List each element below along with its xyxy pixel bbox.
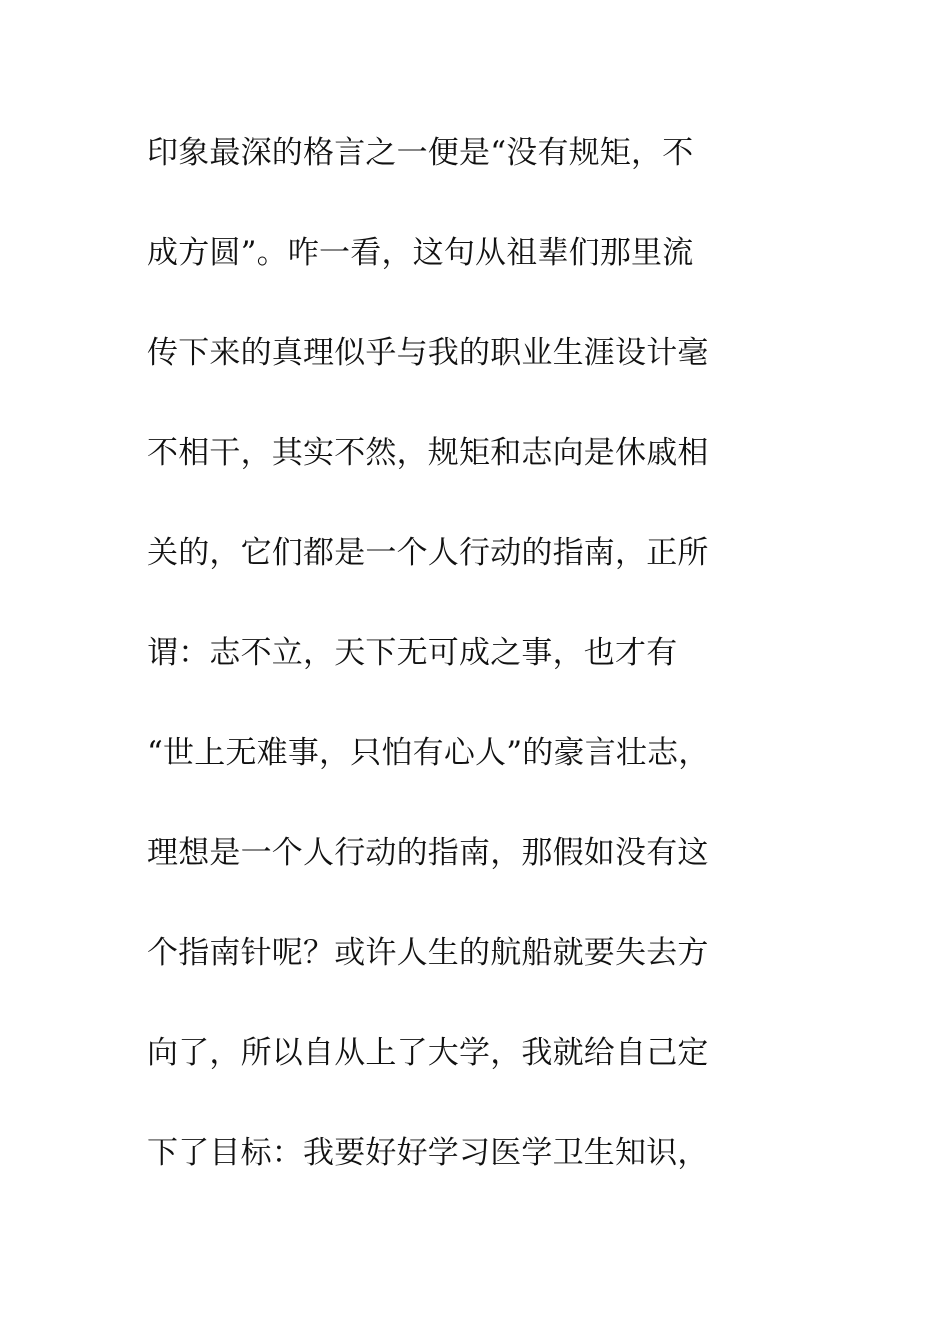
text-line-5: 关的，它们都是一个人行动的指南，正所 bbox=[147, 535, 709, 571]
text-line-9: 个指南针呢？或许人生的航船就要失去方 bbox=[147, 935, 709, 971]
text-line-1: 印象最深的格言之一便是“没有规矩，不 bbox=[147, 135, 694, 171]
text-line-2: 成方圆”。咋一看，这句从祖辈们那里流 bbox=[147, 235, 694, 271]
text-line-7: “世上无难事，只怕有心人”的豪言壮志， bbox=[147, 735, 710, 771]
body-text bbox=[147, 127, 827, 1227]
text-line-11: 下了目标：我要好好学习医学卫生知识， bbox=[147, 1135, 709, 1171]
text-line-6: 谓：志不立，天下无可成之事，也才有 bbox=[147, 635, 678, 671]
text-line-8: 理想是一个人行动的指南，那假如没有这 bbox=[147, 835, 709, 871]
text-line-3: 传下来的真理似乎与我的职业生涯设计毫 bbox=[147, 335, 709, 371]
text-line-4: 不相干，其实不然，规矩和志向是休戚相 bbox=[147, 435, 709, 471]
text-line-10: 向了，所以自从上了大学，我就给自己定 bbox=[147, 1035, 709, 1071]
